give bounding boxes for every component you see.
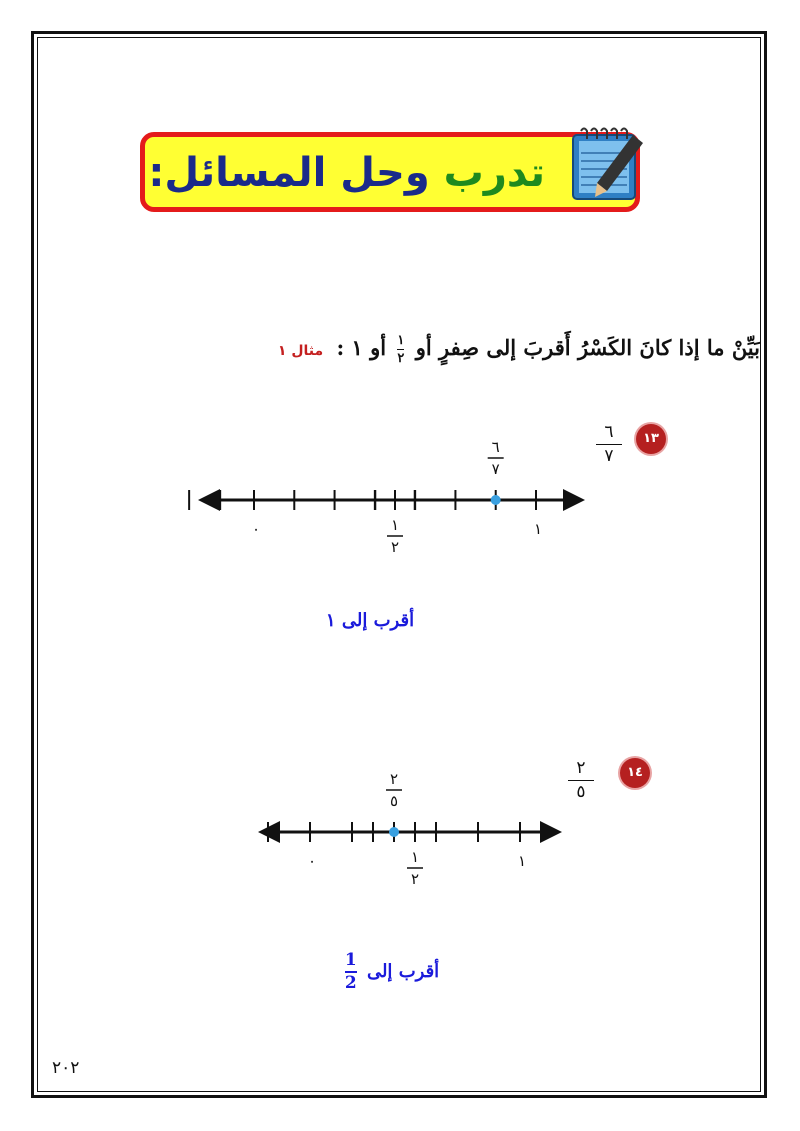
fraction-numerator: ١ [397,333,405,348]
label-zero: ٠ [307,852,317,870]
label-half-numerator: ١ [390,516,400,534]
label-half-denominator: ٢ [410,870,420,888]
fraction-denominator: 2 [344,973,357,993]
page-number: ٢٠٢ [52,1058,80,1078]
left-arrow-icon [198,489,220,511]
banner-title [148,143,545,203]
point-label-numerator: ٦ [491,438,500,456]
answer-fraction [345,952,357,992]
example-reference: مثال ١ [277,343,324,359]
notepad-pencil-icon [567,125,649,207]
right-arrow-icon [563,489,585,511]
banner-title-word1: تدرب [443,150,545,196]
fraction-numerator: 1 [344,950,357,970]
label-half-denominator: ٢ [390,538,400,556]
instruction-line [120,328,760,368]
fraction-denominator: ٥ [576,782,586,802]
label-half-numerator: ١ [410,848,420,866]
instruction-half-fraction [397,334,404,365]
point-label-numerator: ٢ [389,770,399,788]
point-label-denominator: ٥ [389,792,399,810]
question-number-badge: ١٣ [636,424,666,454]
right-arrow-icon [540,821,562,843]
plotted-point [389,827,399,837]
instruction-text-start: بَيِّنْ ما إذا كانَ الكَسْرُ أَقربَ إلى صِفرٍ أو [415,335,760,360]
fraction-denominator: ٢ [397,351,405,366]
section-banner [140,132,640,212]
answer-text-words: أقرب إلى [366,961,440,982]
instruction-text-end: أو ١ : [336,335,387,360]
label-one: ١ [517,852,527,870]
question-number-badge: ١٤ [620,758,650,788]
fraction-numerator: ٢ [576,758,586,778]
plotted-point [491,495,501,505]
label-zero: ٠ [251,520,261,538]
number-line [190,430,610,570]
answer-text [320,952,460,992]
point-label-denominator: ٧ [491,460,500,478]
number-line [250,762,580,902]
banner-title-word2: وحل المسائل: [148,150,430,196]
answer-text: أقرب إلى ١ [325,610,415,631]
label-one: ١ [533,520,543,538]
fraction-numerator: ٦ [604,422,614,442]
fraction-denominator: ٧ [604,446,614,466]
